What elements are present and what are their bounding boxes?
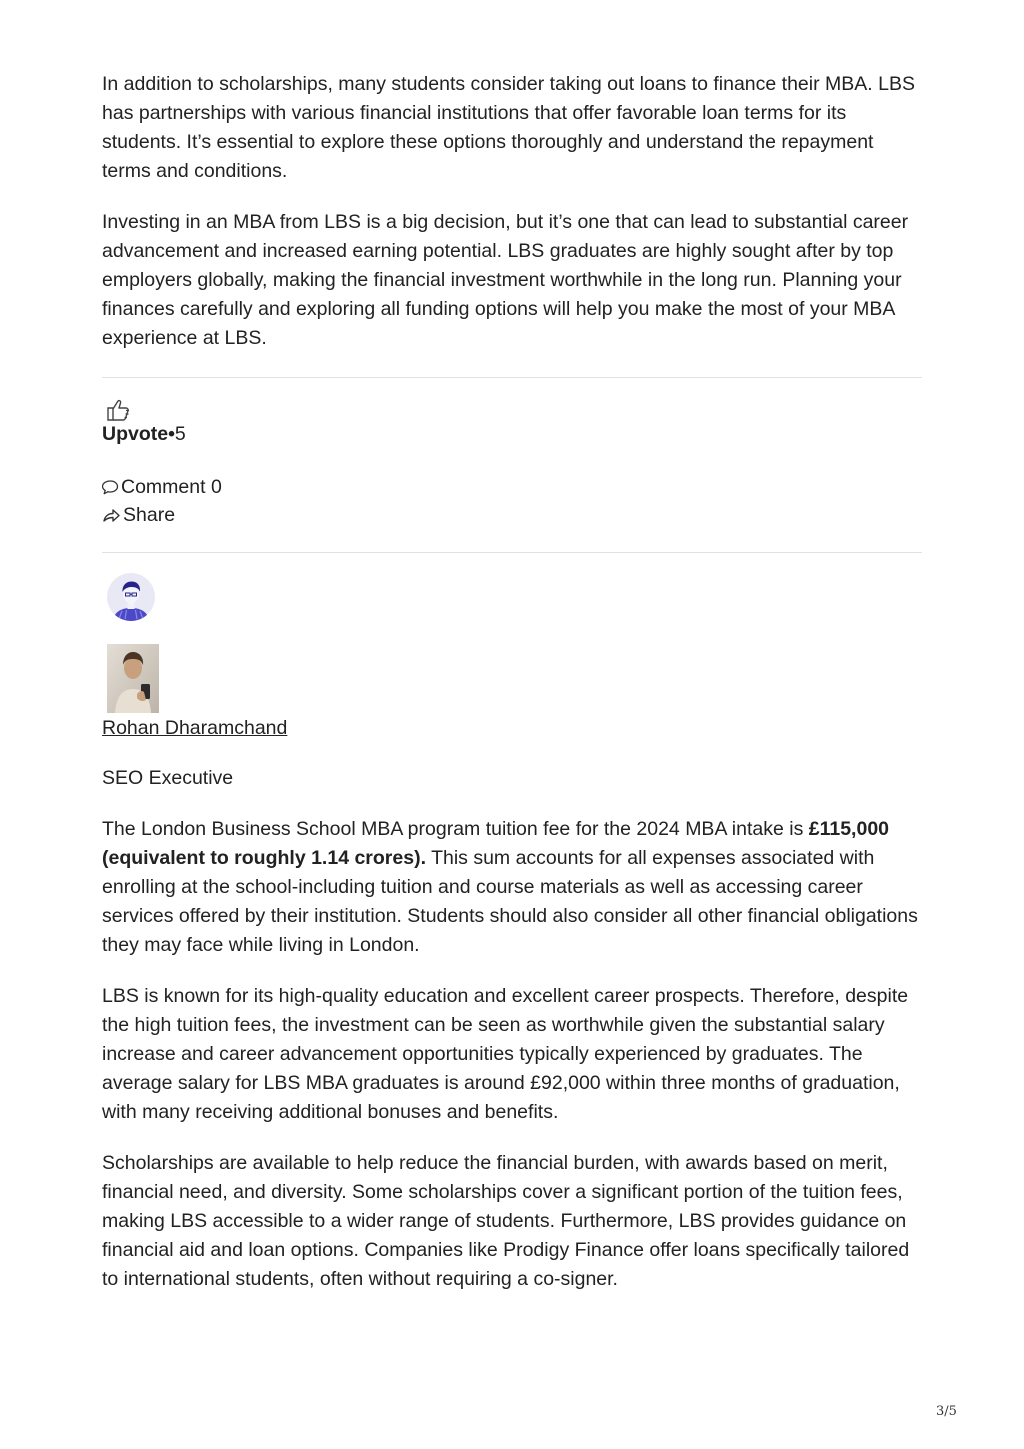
share-label: Share xyxy=(123,504,176,526)
upvote-label: Upvote xyxy=(102,423,169,445)
author-role: SEO Executive xyxy=(102,767,234,789)
document-page xyxy=(102,70,922,1294)
tuition-amount: £115,000 (equivalent to roughly 1.14 crores). xyxy=(102,818,890,869)
comment-button[interactable] xyxy=(102,473,922,501)
divider xyxy=(102,377,922,378)
share-button[interactable] xyxy=(102,501,922,529)
author-photo xyxy=(107,644,159,713)
paragraph-scholarships: Scholarships are available to help reduce the financial burden, with awards based on merit, financial need, and diversity. Some scholarships cover a significant portion of the tuition fees, making LBS accessible to a wider range of students. Furthermore, LBS provides guidance on financial aid and loan options. Companies like Prodigy Finance offer loans specifically tailored to international students, often without requiring a co-signer. xyxy=(102,1152,910,1290)
upvote-count: 5 xyxy=(174,423,186,445)
upvote-row xyxy=(102,422,922,446)
avatar-illustration xyxy=(107,573,155,621)
upvote-separator: • xyxy=(168,423,175,445)
paragraph-investing: Investing in an MBA from LBS is a big decision, but it’s one that can lead to substantial career advancement and increased earning potential. LBS graduates are highly sought after by top employers globally, making the financial investment worthwhile in the long run. Planning your finances carefully and exploring all funding options will help you make the most of your MBA experience at LBS. xyxy=(102,211,909,349)
paragraph-career-prospects: LBS is known for its high-quality education and excellent career prospects. Therefore, despite the high tuition fees, the investment can be seen as worthwhile given the substantial salary increase and career advancement opportunities typically experienced by graduates. The average salary for LBS MBA graduates is around £92,000 within three months of graduation, with many receiving additional bonuses and benefits. xyxy=(102,985,909,1123)
share-arrow-icon xyxy=(102,507,121,523)
paragraph-loans: In addition to scholarships, many students consider taking out loans to finance their MBA. LBS has partnerships with various financial institutions that offer favorable loan terms for its students. It’s essential to explore these options thoroughly and understand the repayment terms and conditions. xyxy=(102,73,915,182)
tuition-intro: The London Business School MBA program tuition fee for the 2024 MBA intake is xyxy=(102,818,809,840)
divider xyxy=(102,552,922,553)
author-name-link[interactable]: Rohan Dharamchand xyxy=(102,717,288,739)
comment-bubble-icon xyxy=(102,479,119,495)
tuition-details: This sum accounts for all expenses associated with enrolling at the school-including tuition and course materials as well as accessing career services offered by their institution. Students should also consider all other financial obligations they may face while living in London. xyxy=(102,847,918,956)
comment-label: Comment 0 xyxy=(121,476,222,498)
page-number: 3/5 xyxy=(936,1404,957,1419)
paragraph-tuition xyxy=(102,815,922,960)
thumbs-up-icon xyxy=(106,398,132,422)
upvote-button[interactable] xyxy=(102,398,922,446)
